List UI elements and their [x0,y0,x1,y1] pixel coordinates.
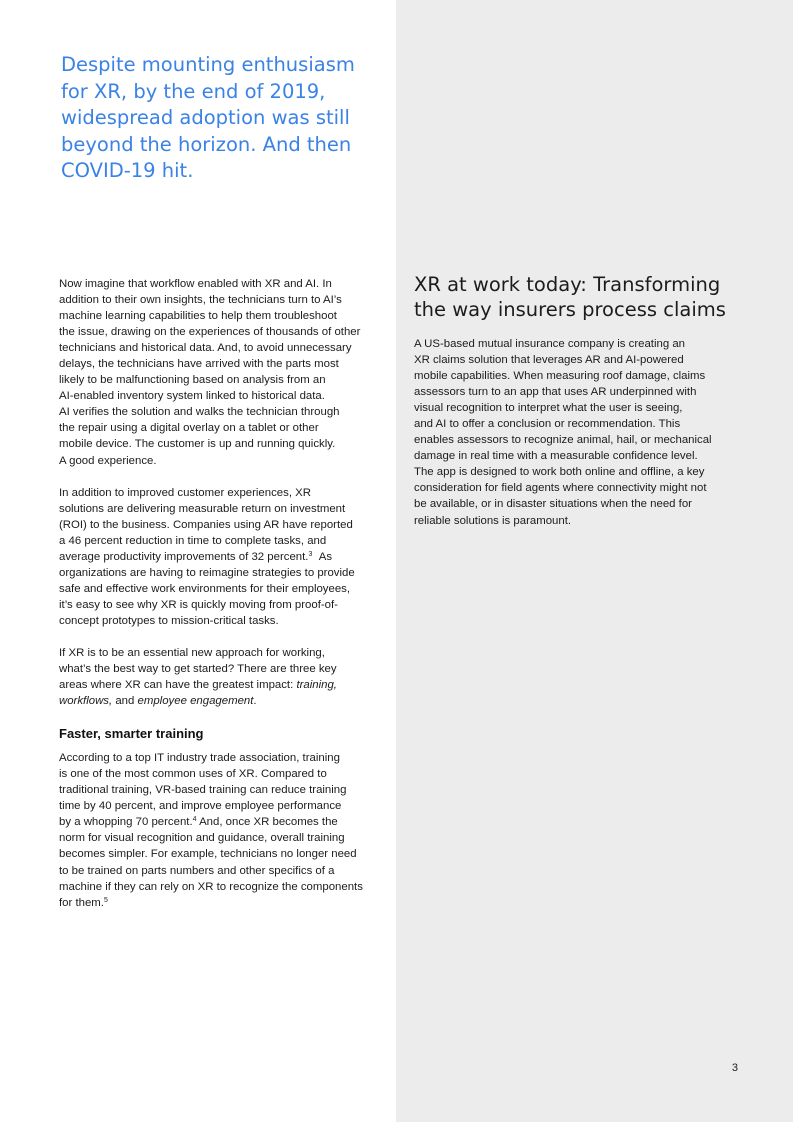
heading-line: the way insurers process claims [414,298,726,321]
text-line: AI-enabled inventory system linked to historical data. [59,390,325,403]
text-line: AI verifies the solution and walks the technician through [59,406,340,419]
text-line: delays, the technicians have arrived with the parts most [59,358,339,371]
text-line: is one of the most common uses of XR. Compared to [59,768,327,781]
text-line: visual recognition to interpret what the user is seeing, [414,402,683,415]
text-segment: And, once XR becomes the [196,816,338,829]
text-line: reliable solutions is paramount. [414,514,572,527]
footnote-ref: 5 [103,896,108,904]
paragraph-training [59,750,381,910]
text-line: According to a top IT industry trade association, training [59,752,340,765]
text-line: assessors turn to an app that uses AR underpinned with [414,386,697,399]
text-line: becomes simpler. For example, technicians no longer need [59,848,357,861]
text-line: norm for visual recognition and guidance, overall training [59,832,345,845]
text-line: concept prototypes to mission-critical tasks. [59,614,279,627]
text-segment: average productivity improvements of 32 percent. [59,550,309,563]
text-segment: areas where XR can have the greatest impact: [59,679,297,692]
text-line: a 46 percent reduction in time to complete tasks, and [59,534,327,547]
text-line: it’s easy to see why XR is quickly moving from proof-of- [59,598,338,611]
text-line: safe and effective work environments for their employees, [59,582,351,595]
emphasis-workflows: workflows, [59,695,113,708]
text-line: A US-based mutual insurance company is creating an [414,338,685,350]
sidebar-body [414,336,744,529]
text-line: mobile capabilities. When measuring roof damage, claims [414,370,706,383]
text-segment: by a whopping 70 percent. [59,816,193,829]
paragraph-key-areas [59,645,381,709]
text-line [59,693,381,709]
emphasis-employee-engagement: employee engagement [137,695,254,708]
emphasis-training: training, [296,679,337,692]
text-segment: . [253,695,257,708]
text-line: consideration for field agents where connectivity might not [414,482,707,495]
text-line: solutions are delivering measurable return on investment [59,502,346,515]
pull-quote-line: COVID-19 hit. [61,159,194,182]
text-line: XR claims solution that leverages AR and AI-powered [414,354,684,367]
pull-quote-line: widespread adoption was still [61,106,350,129]
pull-quote-line: beyond the horizon. And then [61,132,352,156]
text-line: enables assessors to recognize animal, hail, or mechanical [414,434,712,447]
footnote-ref: 4 [192,816,197,824]
footnote-ref: 3 [308,550,313,558]
text-line: A good experience. [59,454,157,467]
text-line: Now imagine that workflow enabled with XR and AI. In [59,278,332,290]
text-segment: and [112,695,138,708]
text-line: In addition to improved customer experiences, XR [59,486,311,499]
section-heading: Faster, smarter training [59,726,204,742]
text-line [59,549,381,565]
text-line: machine if they can rely on XR to recognize the components [59,880,363,893]
heading-line: XR at work today: Transforming [414,273,721,296]
text-line: mobile device. The customer is up and running quickly. [59,438,336,451]
paragraph-roi [59,485,381,629]
pull-quote [61,52,381,185]
text-line: machine learning capabilities to help them troubleshoot [59,310,337,323]
text-line: the issue, drawing on the experiences of thousands of other [59,326,361,339]
text-line: likely to be malfunctioning based on analysis from an [59,374,326,387]
text-segment: for them. [59,896,104,909]
pull-quote-line: Despite mounting enthusiasm [61,53,355,76]
page-number: 3 [731,1062,738,1074]
text-line: organizations are having to reimagine strategies to provide [59,566,355,579]
text-line [59,677,381,693]
paragraph-workflow [59,276,381,469]
text-line: If XR is to be an essential new approach for working, [59,646,325,659]
sidebar-heading [414,272,744,322]
text-line [59,895,381,911]
right-column [414,272,744,529]
text-line: (ROI) to the business. Companies using AR have reported [59,518,353,531]
text-segment: As [318,550,333,563]
text-line [59,814,381,830]
left-column [59,276,381,927]
text-line: and AI to offer a conclusion or recommendation. This [414,418,681,431]
text-line: The app is designed to work both online and offline, a key [414,466,705,479]
text-line: time by 40 percent, and improve employee performance [59,800,342,813]
text-line: addition to their own insights, the technicians turn to AI’s [59,294,342,307]
text-line: traditional training, VR-based training can reduce training [59,784,347,797]
text-line: technicians and historical data. And, to avoid unnecessary [59,342,352,355]
text-line: be available, or in disaster situations when the need for [414,498,692,511]
text-line: what’s the best way to get started? There are three key [59,663,337,676]
pull-quote-line: for XR, by the end of 2019, [61,79,326,103]
right-sidebar-panel [396,0,793,1122]
text-line: damage in real time with a measurable confidence level. [414,450,698,463]
text-line: to be trained on parts numbers and other specifics of a [59,864,335,877]
text-line: the repair using a digital overlay on a tablet or other [59,422,319,435]
